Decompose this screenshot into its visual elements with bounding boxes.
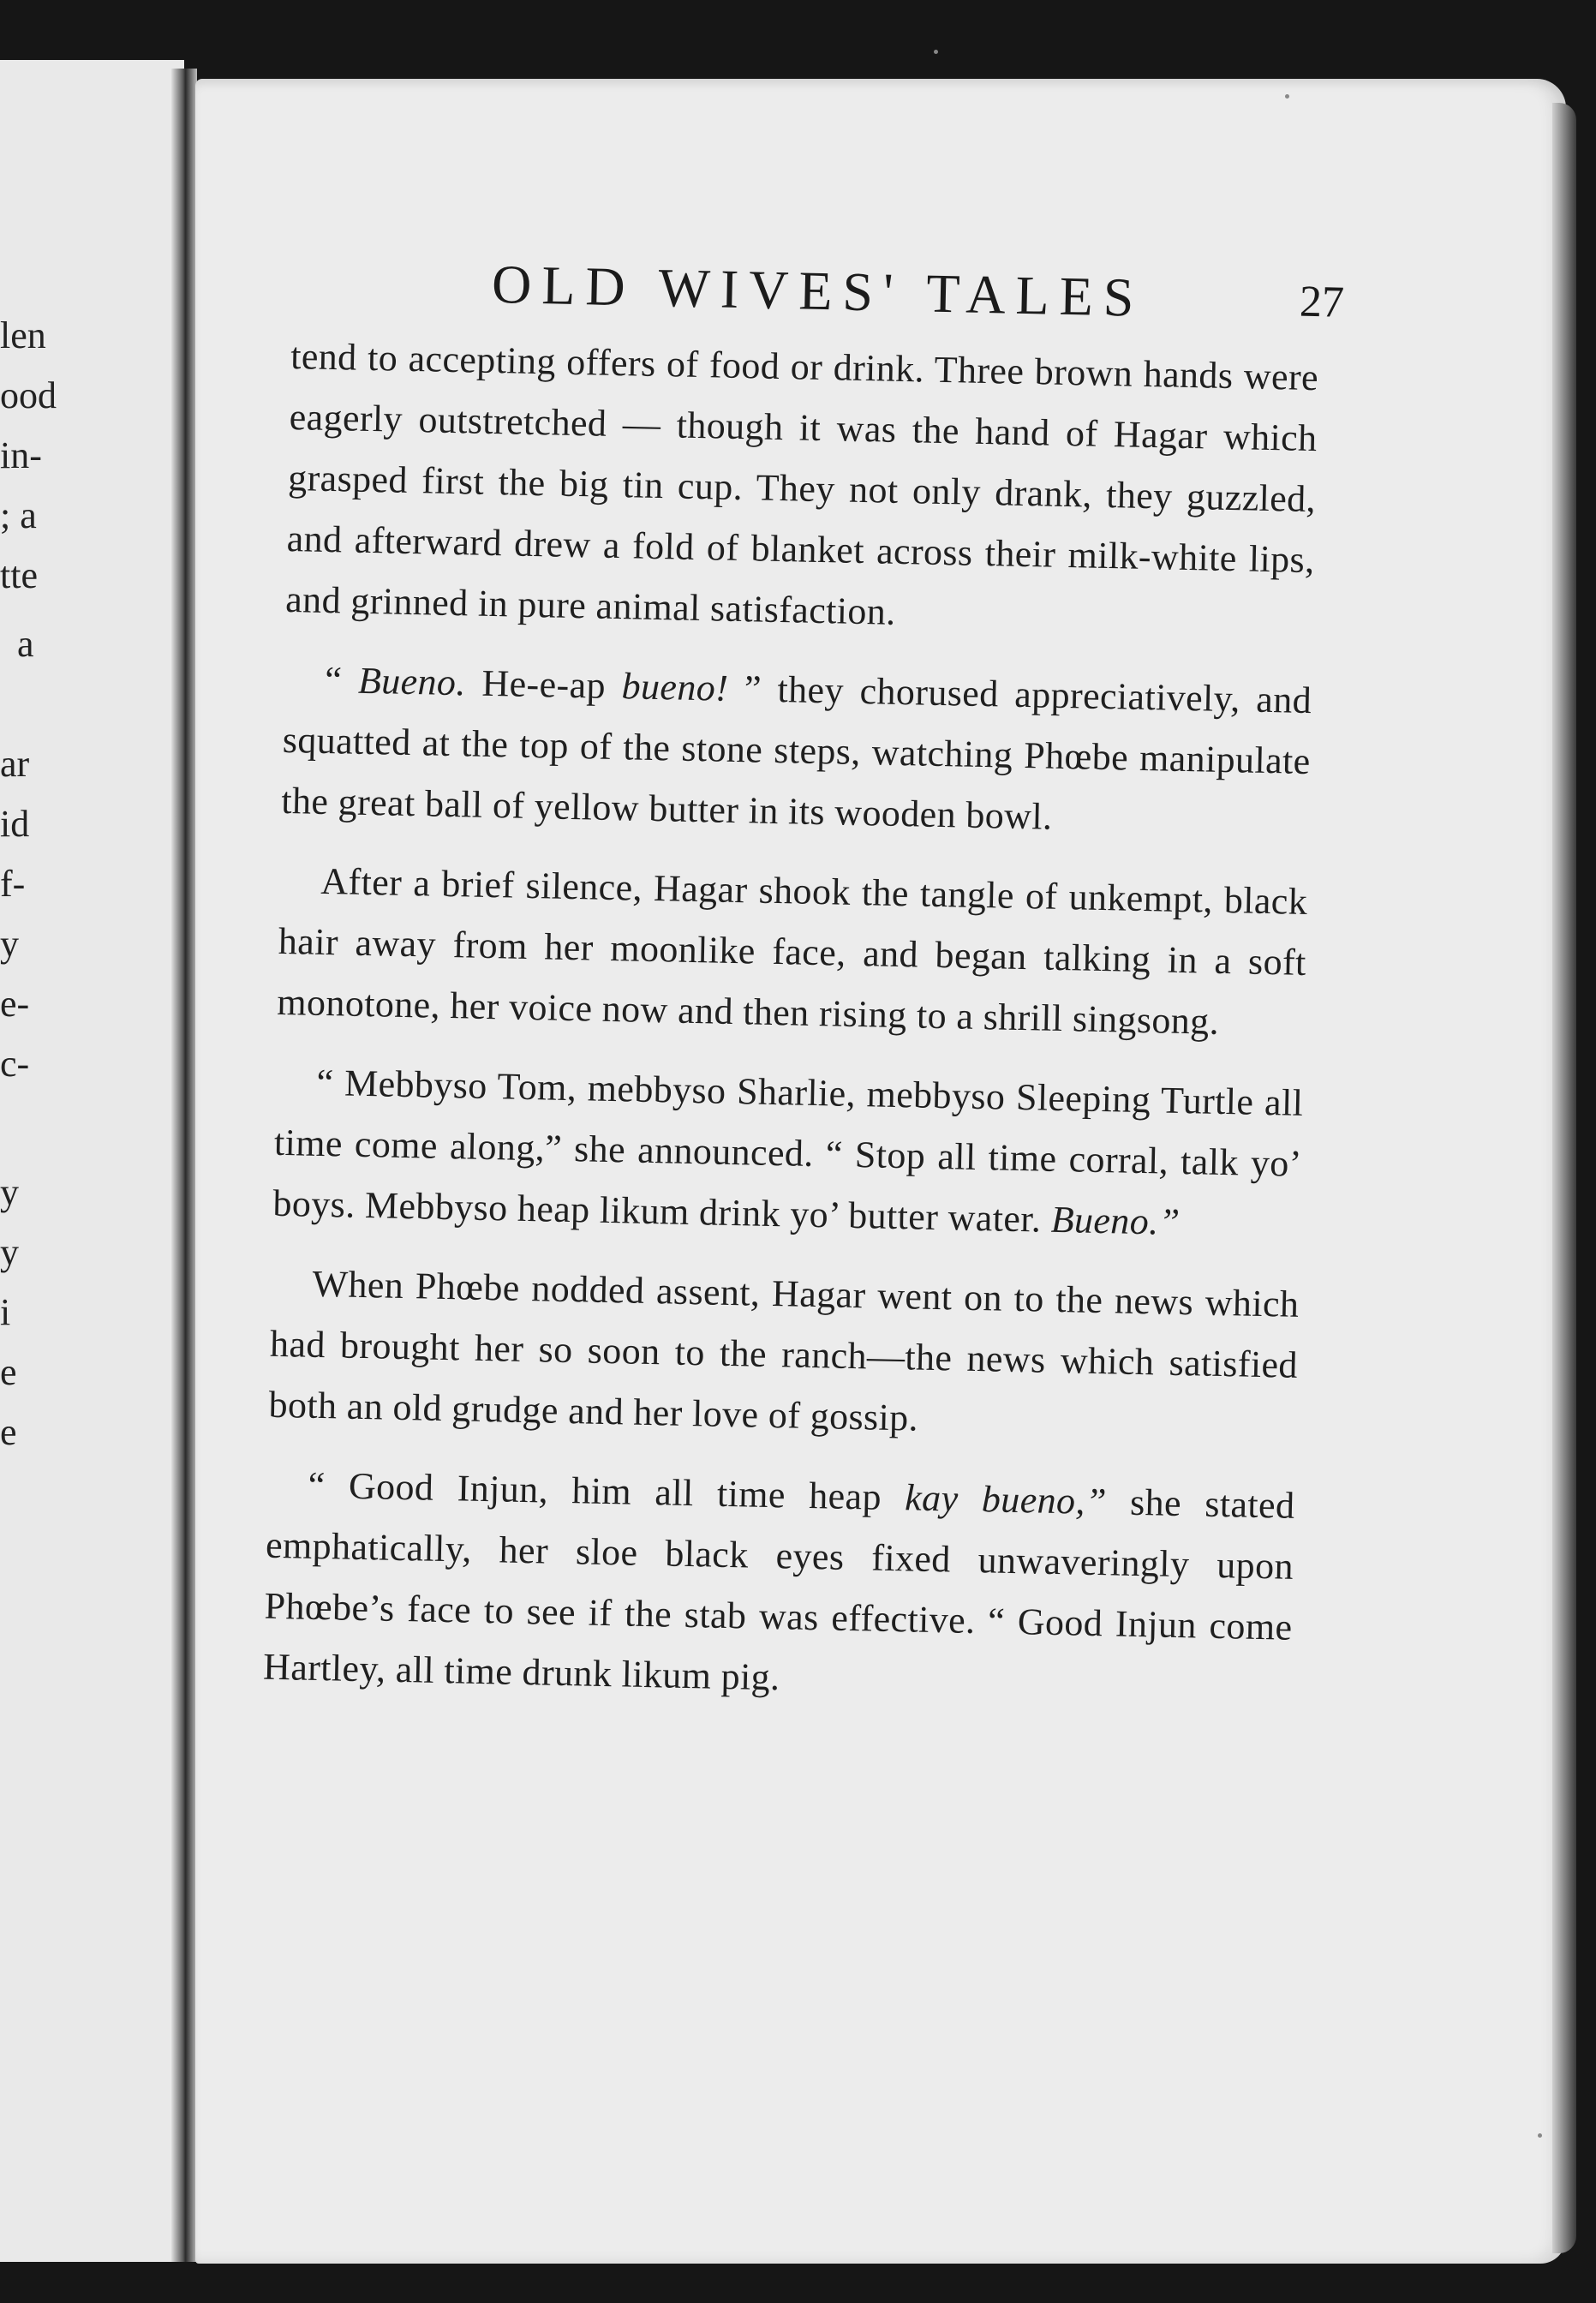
text-run: He-e-ap	[465, 661, 623, 708]
paragraph	[281, 649, 1312, 852]
left-facing-page	[0, 60, 184, 2262]
left-page-text-fragment: e	[0, 1411, 17, 1453]
left-page-text-fragment: a	[17, 623, 34, 665]
dust-speck	[1538, 2133, 1542, 2138]
left-page-text-fragment: y	[0, 1171, 19, 1213]
paragraph	[268, 1253, 1300, 1457]
text-run: ” they chorused appreciatively, and squatted at the top of the stone steps, watching Phœbe manipulate the great ball of yellow butter in its wooden bowl.	[280, 667, 1312, 838]
left-page-text-fragment: ar	[0, 743, 30, 785]
dust-speck	[934, 50, 938, 54]
paragraph	[262, 1454, 1295, 1719]
text-run: she stated emphatically, her sloe black eyes fixed unwaveringly upon Phœbe’s face to see if the stab was effective. “ Good Injun come Hartley, all time drunk likum pig.	[262, 1480, 1295, 1699]
left-page-text-fragment: ood	[0, 374, 57, 416]
left-page-text-fragment: tte	[0, 554, 38, 596]
italic-text: Bueno.”	[1050, 1198, 1181, 1243]
italic-text: kay bueno,”	[904, 1476, 1108, 1523]
paragraph	[285, 326, 1319, 651]
page-edge-shadow	[1552, 103, 1576, 2253]
text-run: When Phœbe nodded assent, Hagar went on to the news which had brought her so soon to the ranch—the news which satisfied both an old grudge and her love of gossip.	[268, 1262, 1300, 1439]
book-gutter	[171, 69, 197, 2262]
left-page-text-fragment: y	[0, 1231, 19, 1273]
left-page-text-fragment: f-	[0, 863, 26, 905]
dust-speck	[1285, 94, 1289, 99]
paragraph	[277, 850, 1308, 1054]
left-page-text-fragment: e	[0, 1351, 17, 1393]
running-head: OLD WIVES' TALES	[491, 253, 1145, 328]
text-run: “ Good Injun, him all time heap	[308, 1463, 906, 1519]
left-page-text-fragment: id	[0, 803, 30, 845]
body-text	[262, 326, 1319, 1738]
left-page-text-fragment: e-	[0, 983, 30, 1025]
text-run: “	[324, 658, 359, 702]
left-page-text-fragment: c-	[0, 1043, 30, 1085]
left-page-text-fragment: in-	[0, 434, 42, 476]
left-page-text-fragment: len	[0, 314, 46, 356]
left-page-text-fragment: ; a	[0, 494, 37, 536]
paragraph	[272, 1051, 1304, 1255]
text-run: After a brief silence, Hagar shook the tangle of unkempt, black hair away from her moonlike face, and began talking in a soft monotone, her voice now and then rising to a shrill singsong.	[276, 859, 1308, 1043]
italic-text: Bueno.	[357, 659, 467, 704]
text-run: tend to accepting offers of food or drink. Three brown hands were eagerly outstretched — though it was the hand of Hagar which grasped first the big tin cup. They not only drank, they guzzled, and afterward drew a fold of blanket across their milk-white lips, and grinned in pure animal satisfaction.	[284, 334, 1319, 633]
italic-text: bueno!	[621, 665, 729, 709]
text-run: “ Mebbyso Tom, mebbyso Sharlie, mebbyso Sleeping Turtle all time come along,” she announced. “ Stop all time corral, talk yo’ boys. Mebbyso heap likum drink yo’ butter water.	[272, 1061, 1304, 1241]
page-number: 27	[1299, 277, 1345, 327]
left-page-text-fragment: y	[0, 923, 19, 965]
left-page-text-fragment: i	[0, 1291, 11, 1333]
